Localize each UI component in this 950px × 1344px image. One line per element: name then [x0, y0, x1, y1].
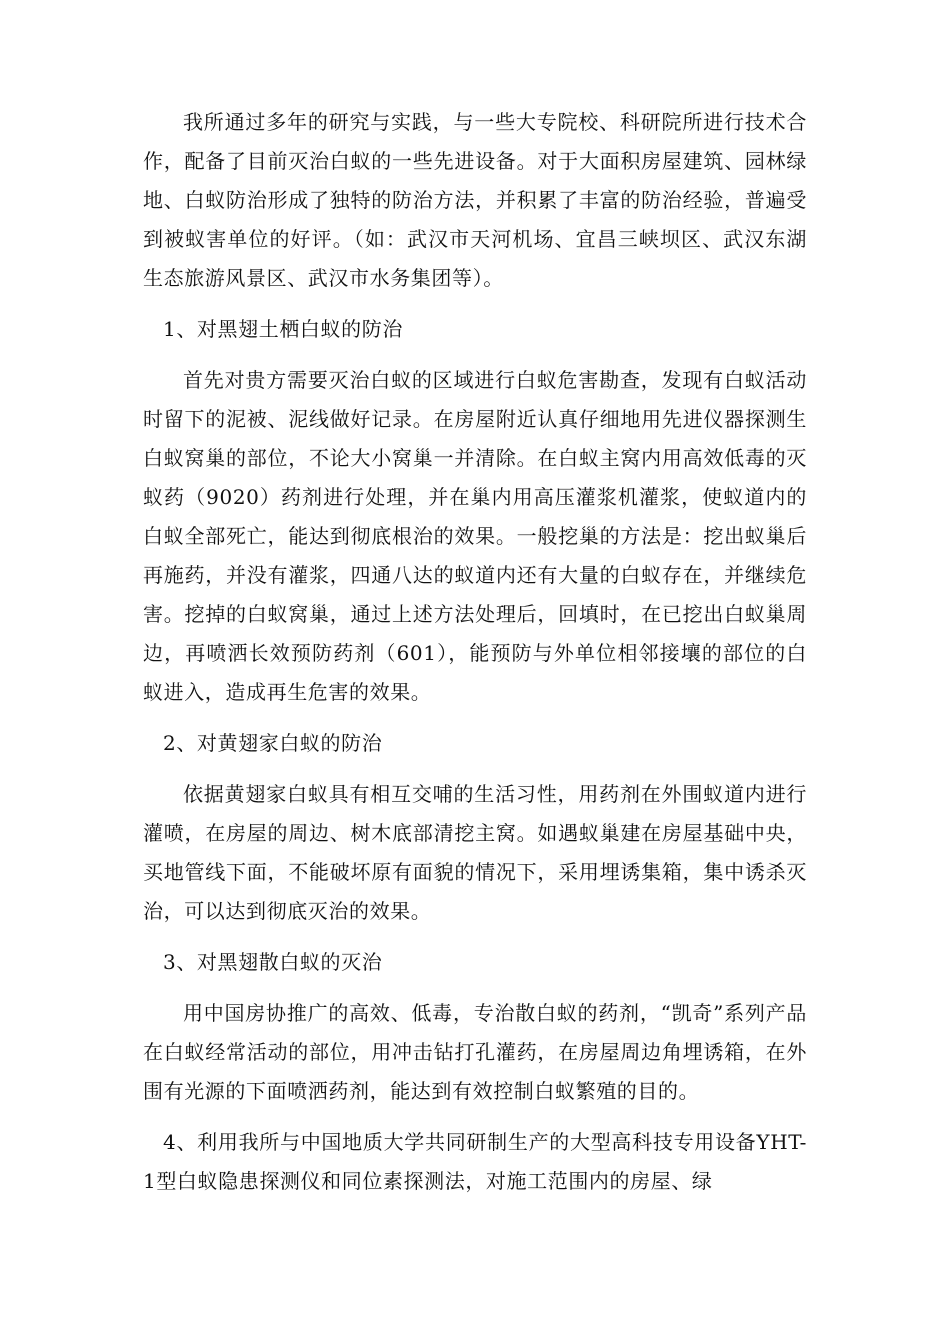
intro-paragraph: 我所通过多年的研究与实践，与一些大专院校、科研院所进行技术合作，配备了目前灭治白蚁的一些先进设备。对于大面积房屋建筑、园林绿地、白蚁防治形成了独特的防治方法，并积累了丰富的防治经验，普遍受到被蚁害单位的好评。（如：武汉市天河机场、宜昌三峡坝区、武汉东湖生态旅游风景区、武汉市水务集团等）。 [143, 110, 807, 290]
section-item-4: 4、利用我所与中国地质大学共同研制生产的大型高科技专用设备YHT-1型白蚁隐患探测仪和同位素探测法，对施工范围内的房屋、绿 [143, 1130, 807, 1193]
section-heading-2: 2、对黄翅家白蚁的防治 [163, 731, 383, 755]
section-body-2: 依据黄翅家白蚁具有相互交哺的生活习性，用药剂在外围蚁道内进行灌喷，在房屋的周边、树木底部清挖主窝。如遇蚁巢建在房屋基础中央，买地管线下面，不能破坏原有面貌的情况下，采用埋诱集箱，集中诱杀灭治，可以达到彻底灭治的效果。 [143, 782, 807, 923]
section-heading-3: 3、对黑翅散白蚁的灭治 [163, 950, 383, 974]
section-body-1: 首先对贵方需要灭治白蚁的区域进行白蚁危害勘查，发现有白蚁活动时留下的泥被、泥线做好记录。在房屋附近认真仔细地用先进仪器探测生白蚁窝巢的部位，不论大小窝巢一并清除。在白蚁主窝内用高效低毒的灭蚁药（9020）药剂进行处理，并在巢内用高压灌浆机灌浆，使蚁道内的白蚁全部死亡，能达到彻底根治的效果。一般挖巢的方法是：挖出蚁巢后再施药，并没有灌浆，四通八达的蚁道内还有大量的白蚁存在，并继续危害。挖掉的白蚁窝巢，通过上述方法处理后，回填时，在已挖出白蚁巢周边，再喷洒长效预防药剂（601），能预防与外单位相邻接壤的部位的白蚁进入，造成再生危害的效果。 [143, 368, 807, 704]
document-body [143, 103, 807, 1213]
section-heading-1: 1、对黑翅土栖白蚁的防治 [163, 317, 403, 341]
section-body-3: 用中国房协推广的高效、低毒，专治散白蚁的药剂，“凯奇”系列产品在白蚁经常活动的部位，用冲击钻打孔灌药，在房屋周边角埋诱箱，在外围有光源的下面喷洒药剂，能达到有效控制白蚁繁殖的目的。 [143, 1001, 807, 1103]
